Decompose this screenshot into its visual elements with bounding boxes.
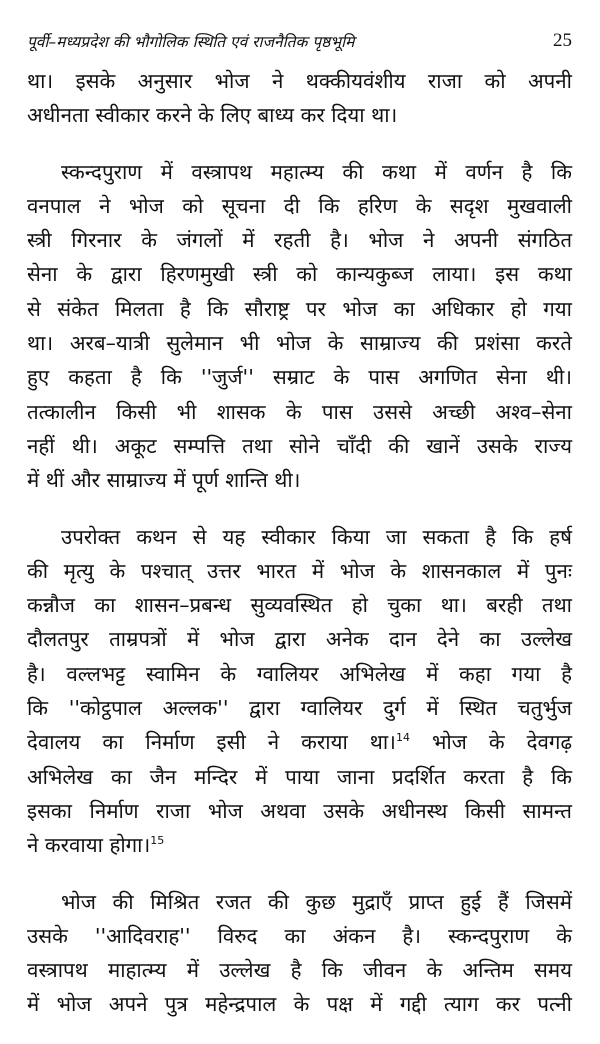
text-line-with-footnote [27, 828, 572, 862]
page-header [27, 30, 572, 56]
text-line: था। अरब–यात्री सुलेमान भी भोज के साम्राज्य की प्रशंसा करते [27, 331, 572, 356]
text-segment: ने करवाया होगा। [27, 833, 151, 858]
text-line: था। इसके अनुसार भोज ने थक्कीयवंशीय राजा को अपनी [27, 69, 572, 93]
text-line: वनपाल ने भोज को सूचना दी कि हरिण के सदृश मुखवाली [27, 193, 572, 218]
text-line: में भोज अपने पुत्र महेन्द्रपाल के पक्ष में गद्दी त्याग कर पत्नी [27, 992, 572, 1017]
text-line: है। वल्लभट्ट स्वामिन के ग्वालियर अभिलेख में कहा गया है [27, 661, 572, 686]
text-segment: देवालय का निर्माण इसी ने कराया था। [27, 730, 396, 755]
text-line: कि ''कोट्ठपाल अल्लक'' द्वारा ग्वालियर दुर्ग में स्थित चतुर्भुज [27, 696, 572, 721]
text-line: नहीं थी। अकूट सम्पत्ति तथा सोने चाँदी की खानें उसके राज्य [27, 433, 572, 458]
paragraph-2 [27, 155, 572, 498]
text-line: तत्कालीन किसी भी शासक के पास उससे अच्छी अश्व–सेना [27, 399, 572, 424]
text-line: हुए कहता है कि ''जुर्ज'' सम्राट के पास अगणित सेना थी। [27, 365, 572, 390]
text-line: इसका निर्माण राजा भोज अथवा उसके अधीनस्थ किसी सामन्त [27, 798, 572, 823]
running-title: पूर्वी–मध्यप्रदेश की भौगोलिक स्थिति एवं राजनैतिक पृष्ठभूमि [27, 33, 355, 51]
text-line: स्कन्दपुराण में वस्त्रापथ महात्म्य की कथा में वर्णन है कि [61, 159, 572, 184]
paragraph-4 [27, 885, 572, 1022]
page-body [27, 64, 572, 1044]
text-line: उसके ''आदिवराह'' विरुद का अंकन है। स्कन्दपुराण के [27, 923, 572, 948]
text-line: अभिलेख का जैन मन्दिर में पाया जाना प्रदर्शित करता है कि [27, 764, 572, 789]
text-line: भोज की मिश्रित रजत की कुछ मुद्राएँ प्राप्त हुई हैं जिसमें [61, 889, 572, 914]
text-line: दौलतपुर ताम्रपत्रों में भोज द्वारा अनेक दान देने का उल्लेख [27, 627, 572, 652]
page-number: 25 [553, 30, 572, 51]
text-line: स्त्री गिरनार के जंगलों में रहती है। भोज ने अपनी संगठित [27, 228, 572, 253]
text-line: उपरोक्त कथन से यह स्वीकार किया जा सकता है कि हर्ष [61, 524, 572, 549]
footnote-ref-14: 14 [395, 731, 410, 745]
text-line: से संकेत मिलता है कि सौराष्ट्र पर भोज का अधिकार हो गया [27, 296, 572, 321]
text-segment: भोज के देवगढ़ [409, 730, 572, 755]
text-line: में थीं और साम्राज्य में पूर्ण शान्ति थी। [27, 468, 301, 493]
footnote-ref-15: 15 [150, 834, 165, 848]
text-line: सेना के द्वारा हिरणमुखी स्त्री को कान्यकुब्ज लाया। इस कथा [27, 262, 572, 287]
paragraph-1 [27, 64, 572, 133]
text-line: कन्नौज का शासन–प्रबन्ध सुव्यवस्थित हो चुका था। बरही तथा [27, 593, 572, 618]
text-line: अधीनता स्वीकार करने के लिए बाध्य कर दिया था। [27, 103, 398, 128]
text-line-with-footnote [27, 725, 572, 759]
text-line: की मृत्यु के पश्चात् उत्तर भारत में भोज के शासनकाल में पुनः [27, 558, 572, 583]
paragraph-3 [27, 520, 572, 863]
text-line: वस्त्रापथ माहात्म्य में उल्लेख है कि जीवन के अन्तिम समय [27, 958, 572, 983]
